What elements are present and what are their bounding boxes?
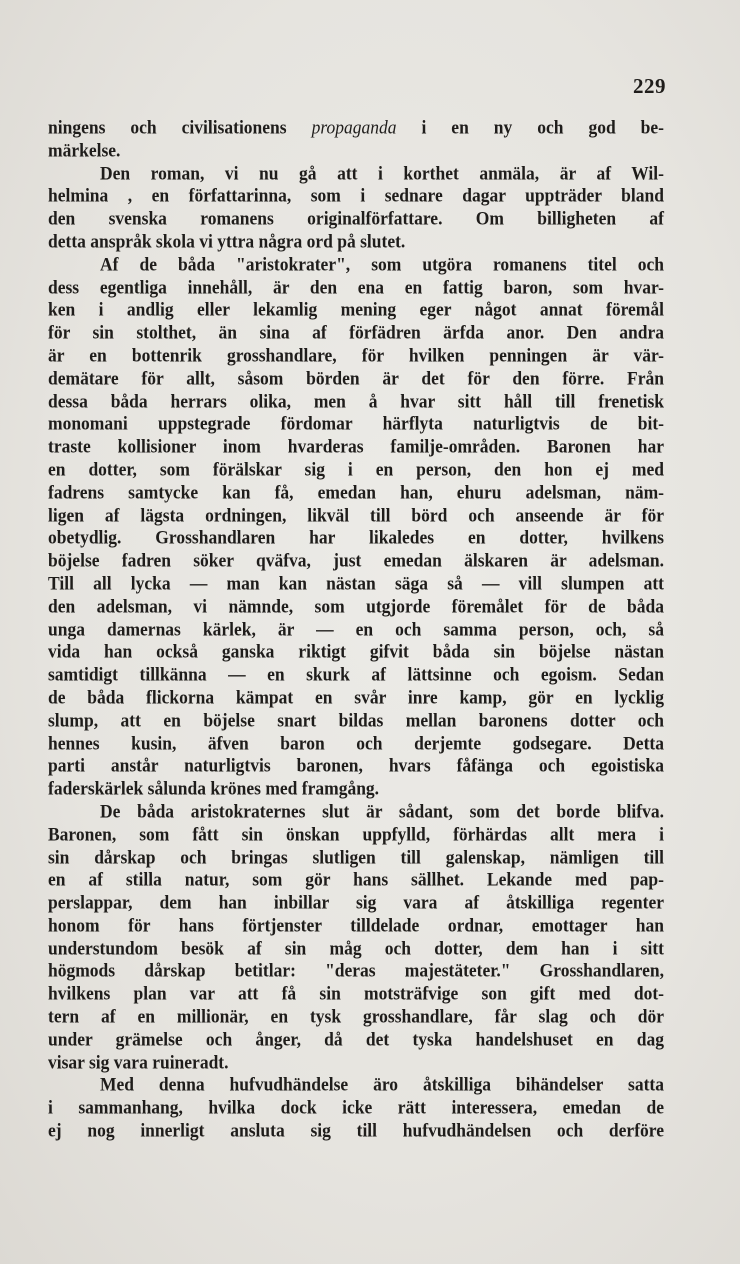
text-line: en af stilla natur, som gör hans sällhet. Lekande med pap- <box>48 868 664 891</box>
text-line: De båda aristokraternes slut är sådant, som det borde blifva. <box>100 800 664 822</box>
body-text <box>48 116 664 1142</box>
text-line: demätare för allt, såsom börden är det för den förre. Från <box>48 366 664 389</box>
text-line: ligen af lägsta ordningen, likväl till börd och anseende är för <box>48 503 664 526</box>
text-line: monomani uppstegrade fördomar härflyta naturligtvis de bit- <box>48 412 664 435</box>
text-line: slump, att en böjelse snart bildas mellan baronens dotter och <box>48 708 664 731</box>
text-line: dessa båda herrars olika, men å hvar sitt håll till frenetisk <box>48 389 664 412</box>
text-line: ej nog innerligt ansluta sig till hufvudhändelsen och derföre <box>48 1119 664 1141</box>
text-line: faderskärlek sålunda krönes med framgång. <box>48 777 380 799</box>
text-line: obetydlig. Grosshandlaren har likaledes en dotter, hvilkens <box>48 526 664 549</box>
text-line: fadrens samtycke kan få, emedan han, ehuru adelsman, näm- <box>48 480 664 503</box>
text-line: tern af en millionär, en tysk grosshandlare, får slag och dör <box>48 1005 664 1027</box>
text-line: böjelse fadren söker qväfva, just emedan älskaren är adelsman. <box>48 549 664 571</box>
text-line: traste kollisioner inom hvarderas familje-områden. Baronen har <box>48 435 664 457</box>
text-line: är en bottenrik grosshandlare, för hvilken penningen är vär- <box>48 344 664 366</box>
text-line: hennes kusin, äfven baron och derjemte godsegare. Detta <box>48 731 664 754</box>
text-line: en dotter, som förälskar sig i en person, den hon ej med <box>48 458 664 480</box>
text-line: vida han också ganska riktigt gifvit båda sin böjelse nästan <box>48 640 664 663</box>
text-line: Baronen, som fått sin önskan uppfylld, förhärdas allt mera i <box>48 822 664 845</box>
text-line: parti anstår naturligtvis baronen, hvars fåfänga och egoistiska <box>48 754 664 777</box>
text-line: Till all lycka — man kan nästan säga så — vill slumpen att <box>48 572 664 594</box>
text-line: honom för hans förtjenster tilldelade ordnar, emottager han <box>48 914 664 936</box>
text-line: märkelse. <box>48 138 121 161</box>
text-line: helmina , en författarinna, som i sednare dagar uppträder bland <box>48 184 664 207</box>
text-line: ken i andlig eller lekamlig mening eger något annat föremål <box>48 298 664 321</box>
italic-term: propaganda <box>311 116 397 138</box>
text-line: hvilkens plan var att få sin motsträfvige son gift med dot- <box>48 982 664 1005</box>
text-segment: i en ny och god be- <box>396 116 664 138</box>
text-line: under grämelse och ånger, då det tyska handelshuset en dag <box>48 1028 664 1050</box>
text-line: detta anspråk skola vi yttra några ord på slutet. <box>48 230 406 252</box>
text-line: de båda flickorna kämpat en svår inre kamp, gör en lycklig <box>48 686 664 708</box>
text-line: den adelsman, vi nämnde, som utgjorde föremålet för de båda <box>48 594 664 617</box>
text-line <box>48 115 664 140</box>
text-line: Med denna hufvudhändelse äro åtskilliga bihändelser satta <box>100 1073 664 1096</box>
text-line: perslappar, dem han inbillar sig vara af åtskilliga regenter <box>48 891 664 913</box>
text-line: unga damernas kärlek, är — en och samma person, och, så <box>48 617 664 640</box>
text-line: understundom besök af sin måg och dotter, dem han i sitt <box>48 936 664 959</box>
text-line: samtidigt tillkänna — en skurk af lättsinne och egoism. Sedan <box>48 663 664 685</box>
text-line: högmods dårskap betitlar: "deras majestäteter." Grosshandlaren, <box>48 959 664 982</box>
text-line: den svenska romanens originalförfattare. Om billigheten af <box>48 207 664 229</box>
text-line: dess egentliga innehåll, är den ena en fattig baron, som hvar- <box>48 275 664 298</box>
text-line: sin dårskap och bringas slutligen till galenskap, nämligen till <box>48 845 664 868</box>
page-number: 229 <box>633 74 666 98</box>
text-line: visar sig vara ruineradt. <box>48 1050 229 1073</box>
text-line: för sin stolthet, än sina af förfädren ärfda anor. Den andra <box>48 321 664 343</box>
text-line: Den roman, vi nu gå att i korthet anmäla, är af Wil- <box>100 161 664 184</box>
text-line: i sammanhang, hvilka dock icke rätt interessera, emedan de <box>48 1096 664 1119</box>
text-line: Af de båda "aristokrater", som utgöra romanens titel och <box>100 252 664 275</box>
text-segment: ningens och civilisationens <box>48 116 312 138</box>
